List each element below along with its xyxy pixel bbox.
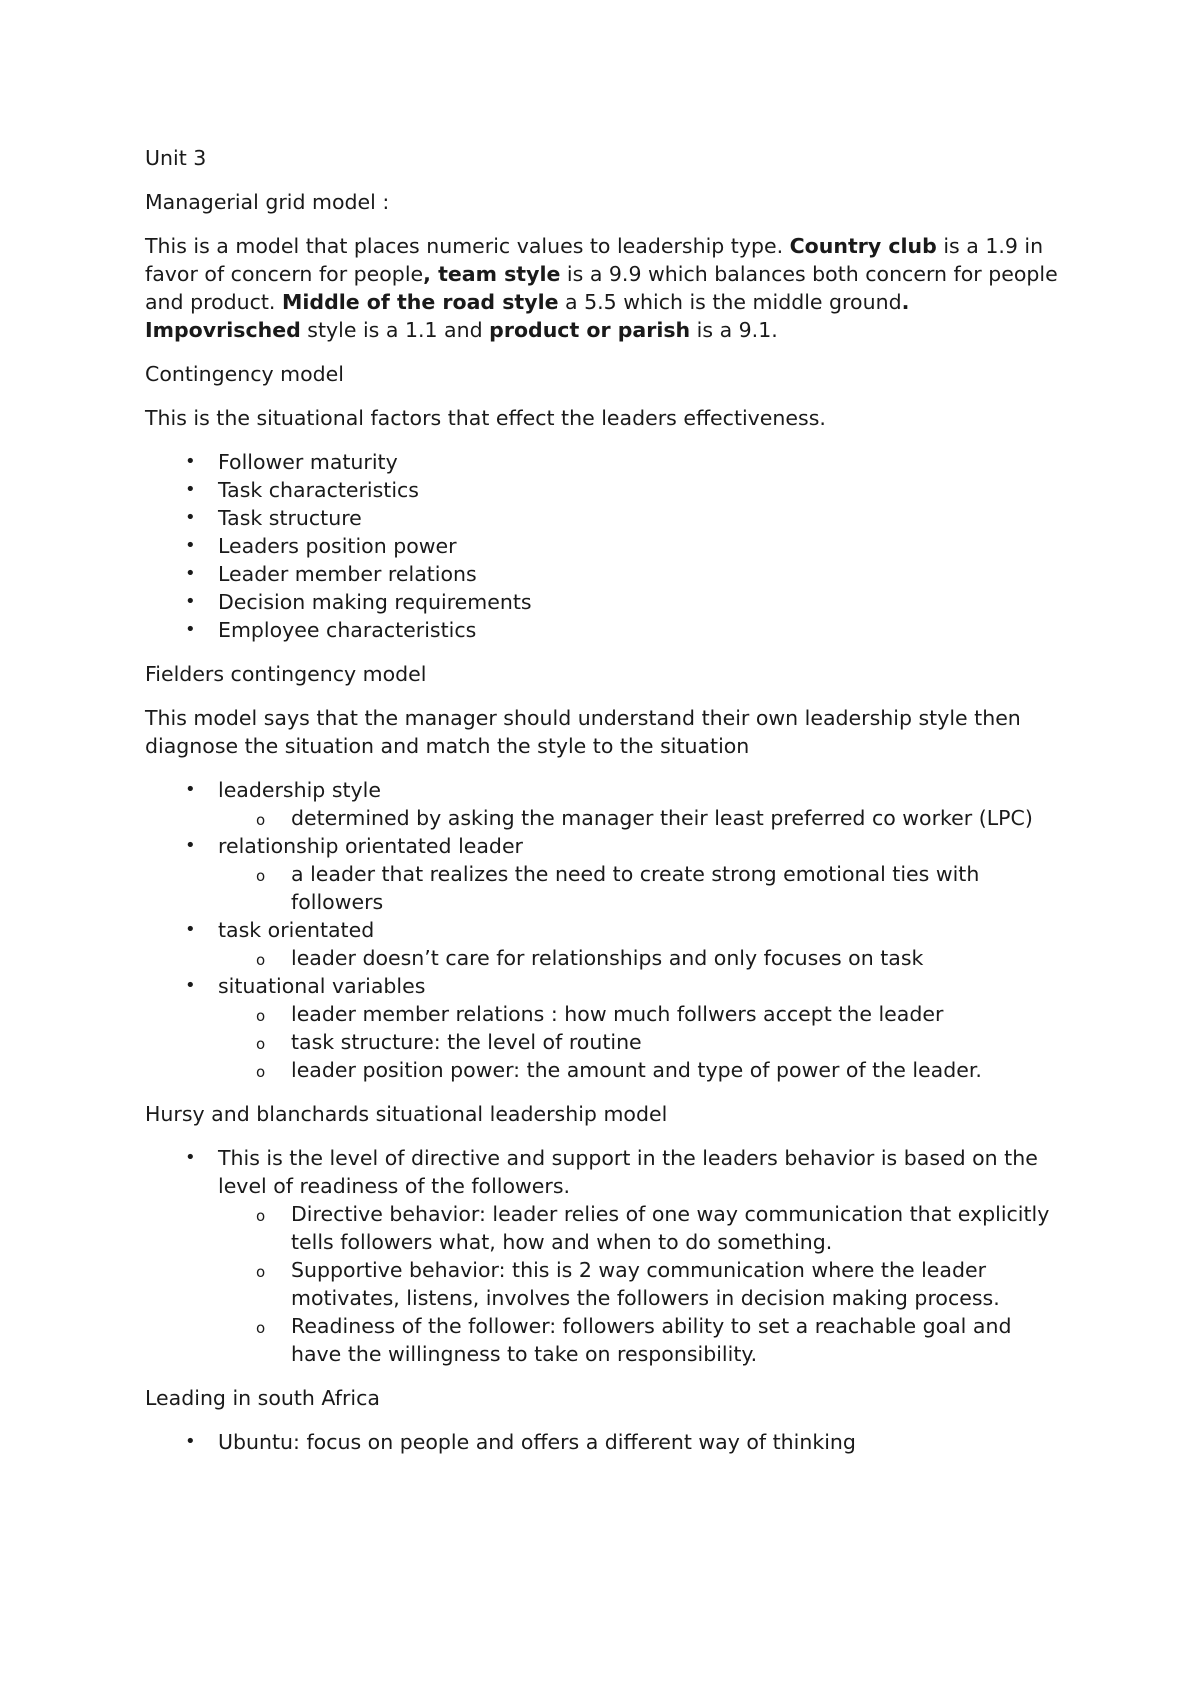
bullet-dot-icon: • — [185, 619, 196, 640]
list-item — [145, 832, 1065, 916]
sub-list — [218, 944, 1065, 972]
sub-list-item-text: task structure: the level of routine — [291, 1030, 642, 1054]
bullet-dot-icon: • — [185, 975, 196, 996]
bullet-circle-icon: o — [256, 867, 266, 885]
bold-term: . Impovrisched — [145, 290, 910, 342]
managerial-paragraph — [145, 232, 1065, 344]
bullet-dot-icon: • — [185, 479, 196, 500]
bold-term: , team style — [423, 262, 561, 286]
text-run: This is a model that places numeric values to leadership type. — [145, 234, 790, 258]
bullet-dot-icon: • — [185, 779, 196, 800]
bullet-dot-icon: • — [185, 835, 196, 856]
bullet-circle-icon: o — [256, 811, 266, 829]
sub-list — [218, 1000, 1065, 1084]
list-item-text: Follower maturity — [218, 450, 398, 474]
bullet-dot-icon: • — [185, 1431, 196, 1452]
list-item-text: Task characteristics — [218, 478, 419, 502]
bullet-circle-icon: o — [256, 1263, 266, 1281]
sub-list-item-text: determined by asking the manager their least preferred co worker (LPC) — [291, 806, 1033, 830]
list-item — [145, 1428, 1065, 1456]
sub-list-item — [218, 1056, 1065, 1084]
sub-list — [218, 1200, 1065, 1368]
contingency-description: This is the situational factors that effect the leaders effectiveness. — [145, 406, 826, 430]
hursy-list — [145, 1144, 1065, 1368]
south-africa-list — [145, 1428, 1065, 1456]
sub-list — [218, 860, 1065, 916]
bullet-dot-icon: • — [185, 1147, 196, 1168]
bullet-circle-icon: o — [256, 1063, 266, 1081]
sub-list-item-text: a leader that realizes the need to create strong emotional ties with followers — [291, 862, 980, 914]
list-item-text: This is the level of directive and support in the leaders behavior is based on the level of readiness of the followers. — [218, 1146, 1038, 1198]
bullet-dot-icon: • — [185, 919, 196, 940]
sub-list-item-text: Directive behavior: leader relies of one way communication that explicitly tells followers what, how and when to do something. — [291, 1202, 1050, 1254]
managerial-heading: Managerial grid model : — [145, 190, 390, 214]
text-run: is a 1.9 in favor of concern for people — [145, 234, 1044, 286]
list-item-text: Leader member relations — [218, 562, 477, 586]
bold-term: Country club — [789, 234, 937, 258]
list-item — [145, 1144, 1065, 1368]
bullet-circle-icon: o — [256, 1319, 266, 1337]
list-item-text: task orientated — [218, 918, 375, 942]
fielders-heading: Fielders contingency model — [145, 662, 427, 686]
list-item-text: Employee characteristics — [218, 618, 477, 642]
fielders-list — [145, 776, 1065, 1084]
bullet-circle-icon: o — [256, 1207, 266, 1225]
list-item — [145, 588, 1065, 616]
bold-term: Middle of the road style — [281, 290, 559, 314]
bold-term: product or parish — [489, 318, 691, 342]
bullet-circle-icon: o — [256, 1007, 266, 1025]
list-item — [145, 616, 1065, 644]
bullet-circle-icon: o — [256, 951, 266, 969]
list-item — [145, 476, 1065, 504]
sub-list-item-text: Supportive behavior: this is 2 way communication where the leader motivates, listens, involves the followers in decision making process. — [291, 1258, 1000, 1310]
text-run: is a 9.9 which balances both concern for people and product. — [145, 262, 1058, 314]
fielders-description: This model says that the manager should understand their own leadership style then diagnose the situation and match the style to the situation — [145, 706, 1021, 758]
bullet-circle-icon: o — [256, 1035, 266, 1053]
list-item-text: Decision making requirements — [218, 590, 532, 614]
sub-list-item — [218, 1312, 1065, 1368]
list-item — [145, 972, 1065, 1084]
sub-list-item-text: leader member relations : how much follwers accept the leader — [291, 1002, 944, 1026]
unit-title: Unit 3 — [145, 146, 207, 170]
list-item — [145, 504, 1065, 532]
south-africa-heading: Leading in south Africa — [145, 1386, 380, 1410]
sub-list-item-text: Readiness of the follower: followers ability to set a reachable goal and have the willingness to take on responsibility. — [291, 1314, 1012, 1366]
hursy-heading: Hursy and blanchards situational leadership model — [145, 1102, 668, 1126]
sub-list-item — [218, 1000, 1065, 1028]
bullet-dot-icon: • — [185, 451, 196, 472]
bullet-dot-icon: • — [185, 563, 196, 584]
list-item-text: Task structure — [218, 506, 362, 530]
sub-list-item-text: leader doesn’t care for relationships and only focuses on task — [291, 946, 924, 970]
sub-list-item — [218, 804, 1065, 832]
list-item-text: Leaders position power — [218, 534, 457, 558]
list-item — [145, 448, 1065, 476]
sub-list-item — [218, 1256, 1065, 1312]
list-item-text: situational variables — [218, 974, 426, 998]
sub-list-item — [218, 860, 1065, 916]
list-item — [145, 560, 1065, 588]
list-item-text: relationship orientated leader — [218, 834, 523, 858]
text-run: is a 9.1. — [690, 318, 778, 342]
list-item — [145, 916, 1065, 972]
sub-list-item — [218, 944, 1065, 972]
text-run: a 5.5 which is the middle ground — [558, 290, 902, 314]
document-page — [145, 144, 1065, 1472]
contingency-heading: Contingency model — [145, 362, 344, 386]
bullet-dot-icon: • — [185, 507, 196, 528]
bullet-dot-icon: • — [185, 591, 196, 612]
bullet-dot-icon: • — [185, 535, 196, 556]
sub-list-item-text: leader position power: the amount and type of power of the leader. — [291, 1058, 982, 1082]
sub-list — [218, 804, 1065, 832]
text-run: style is a 1.1 and — [300, 318, 490, 342]
list-item-text: leadership style — [218, 778, 381, 802]
list-item-text: Ubuntu: focus on people and offers a different way of thinking — [218, 1430, 856, 1454]
contingency-factor-list — [145, 448, 1065, 644]
sub-list-item — [218, 1200, 1065, 1256]
list-item — [145, 532, 1065, 560]
sub-list-item — [218, 1028, 1065, 1056]
list-item — [145, 776, 1065, 832]
